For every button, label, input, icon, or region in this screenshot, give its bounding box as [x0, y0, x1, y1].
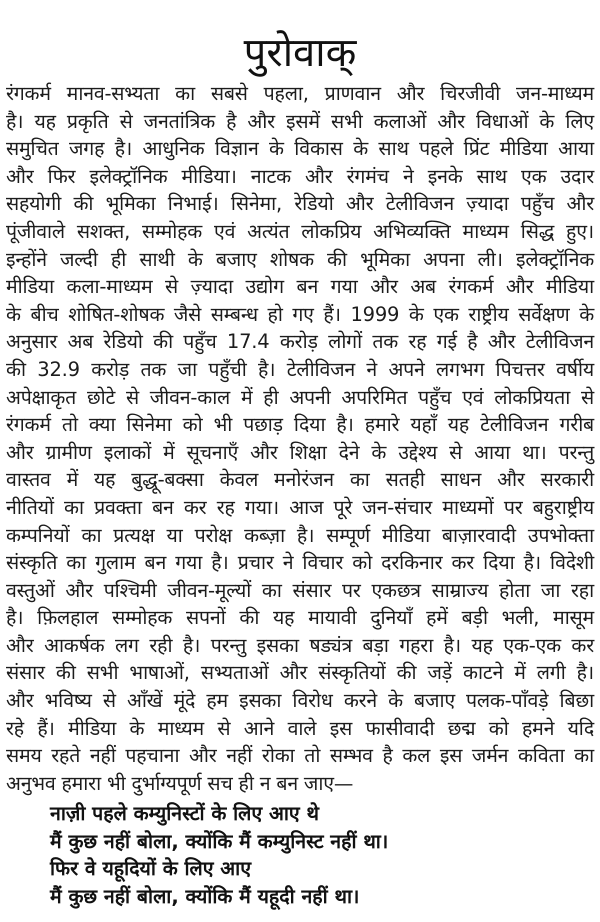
paragraph-line: संस्कृति का गुलाम बन गया है। प्रचार ने विचार को दरकिनार कर दिया है। विदेशी: [6, 551, 594, 575]
paragraph-line: मीडिया कला-माध्यम से ज़्यादा उद्योग बन गया और अब रंगकर्म और मीडिया: [6, 275, 594, 299]
paragraph-line: समय रहते नहीं पहचाना और नहीं रोका तो सम्भव है कल इस जर्मन कविता का: [6, 744, 594, 768]
poem-line: मैं कुछ नहीं बोला, क्योंकि मैं यहूदी नहीं था।: [50, 884, 360, 908]
paragraph-line: रहे हैं। मीडिया के माध्यम से आने वाले इस फासीवादी छद्म को हमने यदि: [6, 716, 594, 740]
paragraph-line: और फिर इलेक्ट्रॉनिक मीडिया। नाटक और रंगमंच ने इनके साथ एक उदार: [6, 164, 594, 188]
paragraph-line: संसार की सभी भाषाओं, सभ्यताओं और संस्कृतियों की जड़ें काटने में लगी है।: [6, 661, 594, 685]
paragraph-line: रंगकर्म तो क्या सिनेमा को भी पछाड़ दिया है। हमारे यहाँ यह टेलीविजन गरीब: [6, 413, 594, 437]
poem-line: फिर वे यहूदियों के लिए आए: [50, 857, 252, 881]
paragraph-line: कम्पनियों का प्रत्यक्ष या परोक्ष कब्ज़ा है। सम्पूर्ण मीडिया बाज़ारवादी उपभोक्ता: [6, 523, 594, 547]
paragraph-line: है। यह प्रकृति से जनतांत्रिक है और इसमें सभी कलाओं और विधाओं के लिए: [6, 109, 594, 133]
paragraph-line: नीतियों का प्रवक्ता बन कर रह गया। आज पूरे जन-संचार माध्यमों पर बहुराष्ट्रीय: [6, 495, 594, 519]
paragraph-line: अनुभव हमारा भी दुर्भाग्यपूर्ण सच ही न बन जाए—: [6, 771, 354, 795]
poem-quote: [50, 800, 388, 910]
paragraph-line: समुचित जगह है। आधुनिक विज्ञान के विकास के साथ पहले प्रिंट मीडिया आया: [6, 137, 594, 161]
page-title: पुरोवाक्: [243, 30, 357, 76]
paragraph-line: रंगकर्म मानव-सभ्यता का सबसे पहला, प्राणवान और चिरजीवी जन-माध्यम: [6, 82, 594, 105]
paragraph-line: और ग्रामीण इलाकों में सूचनाएँ और शिक्षा देने के उद्देश्य से आया था। परन्तु: [6, 440, 594, 464]
paragraph-line: सहयोगी की भूमिका निभाई। सिनेमा, रेडियो और टेलीविजन ज़्यादा पहुँच और: [6, 192, 594, 216]
paragraph-line: वास्तव में यह बुद्धू-बक्सा केवल मनोरंजन का सतही साधन और सरकारी: [6, 468, 594, 492]
poem-line: मैं कुछ नहीं बोला, क्योंकि मैं कम्युनिस्ट नहीं था।: [50, 829, 389, 853]
paragraph-line: और आकर्षक लग रही है। परन्तु इसका षड्यंत्र बड़ा गहरा है। यह एक-एक कर: [6, 633, 594, 657]
poem-line: नाज़ी पहले कम्युनिस्टों के लिए आए थे: [50, 802, 319, 825]
paragraph-line: पूंजीवाले सशक्त, सम्मोहक एवं अत्यंत लोकप्रिय अभिव्यक्ति माध्यम सिद्ध हुए।: [6, 219, 594, 243]
body-paragraph: [6, 80, 594, 797]
paragraph-line: और भविष्य से आँखें मूंदे हम इसका विरोध करने के बजाए पलक-पाँवड़े बिछा: [6, 689, 594, 713]
paragraph-line: की 32.9 करोड़ तक जा पहुँची है। टेलीविजन ने अपने लगभग पिचत्तर वर्षीय: [6, 357, 594, 381]
paragraph-line: वस्तुओं और पश्चिमी जीवन-मूल्यों का संसार पर एकछत्र साम्राज्य होता जा रहा: [6, 578, 594, 602]
paragraph-line: इन्होंने जल्दी ही साथी के बजाए शोषक की भूमिका अपना ली। इलेक्ट्रॉनिक: [6, 247, 594, 271]
paragraph-line: अपेक्षाकृत छोटे से जीवन-काल में ही अपनी अपरिमित पहुँच एवं लोकप्रियता से: [6, 385, 594, 409]
paragraph-line: है। फ़िलहाल सम्मोहक सपनों की यह मायावी दुनियाँ हमें बड़ी भली, मासूम: [6, 606, 594, 630]
paragraph-line: के बीच शोषित-शोषक जैसे सम्बन्ध हो गए हैं। 1999 के एक राष्ट्रीय सर्वेक्षण के: [6, 302, 594, 326]
paragraph-line: अनुसार अब रेडियो की पहुँच 17.4 करोड़ लोगों तक रह गई है और टेलीविजन: [6, 330, 594, 354]
